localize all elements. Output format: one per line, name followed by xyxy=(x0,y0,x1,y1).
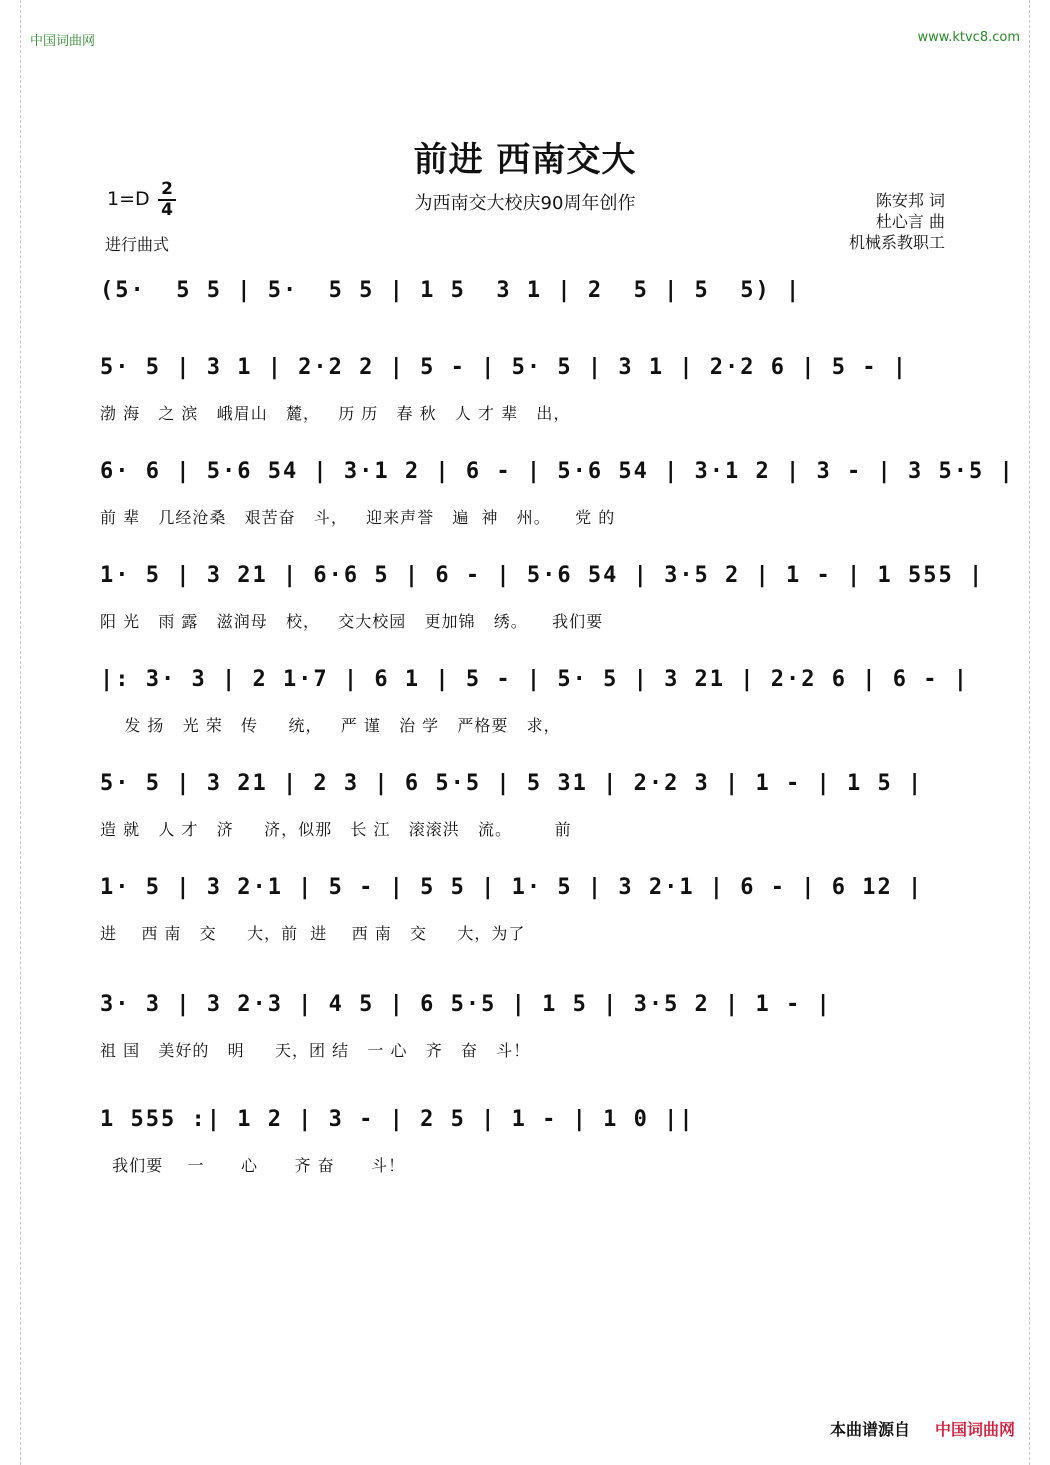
tempo-marking: 进行曲式 xyxy=(105,235,170,254)
right-margin-watermark xyxy=(1029,0,1050,1465)
lyrics: 渤 海 之 滨 峨眉山 麓， 历 历 春 秋 人 才 辈 出， xyxy=(100,404,571,423)
composer: 杜心言 曲 xyxy=(875,212,945,231)
credits xyxy=(849,190,945,253)
left-margin-watermark xyxy=(0,0,21,1465)
time-signature xyxy=(158,180,176,220)
song-title: 前进 西南交大 xyxy=(413,140,637,180)
notation: |: 3· 3 | 2 1·7 | 6 1 | 5 - | 5· 5 | 3 21 | 2·2 6 | 6 - | xyxy=(100,667,969,692)
notation: (5· 5 5 | 5· 5 5 | 1 5 3 1 | 2 5 | 5 5) | xyxy=(100,278,802,303)
notation: 6· 6 | 5·6 54 | 3·1 2 | 6 - | 5·6 54 | 3·1 2 | 3 - | 3 5·5 | xyxy=(100,459,1015,484)
key-signature: 1=D xyxy=(107,188,150,210)
lyrics: 进 西 南 交 大，前 进 西 南 交 大，为了 xyxy=(100,924,526,943)
lyrics: 我们要 一 心 齐 奋 斗！ xyxy=(100,1156,406,1175)
lyricist: 陈安邦 词 xyxy=(875,191,945,210)
lyrics: 祖 国 美好的 明 天，团 结 一 心 齐 奋 斗！ xyxy=(100,1041,531,1060)
notation: 5· 5 | 3 1 | 2·2 2 | 5 - | 5· 5 | 3 1 | 2·2 6 | 5 - | xyxy=(100,355,908,380)
notation: 5· 5 | 3 21 | 2 3 | 6 5·5 | 5 31 | 2·2 3 | 1 - | 1 5 | xyxy=(100,771,924,796)
time-signature-top: 2 xyxy=(158,180,176,201)
notation: 1· 5 | 3 21 | 6·6 5 | 6 - | 5·6 54 | 3·5 2 | 1 - | 1 555 | xyxy=(100,563,985,588)
credit-org: 机械系教职工 xyxy=(848,233,945,252)
time-signature-bottom: 4 xyxy=(161,200,173,220)
lyrics: 阳 光 雨 露 滋润母 校， 交大校园 更加锦 绣。 我们要 xyxy=(100,612,604,631)
lyrics: 造 就 人 才 济 济，似那 长 江 滚滚洪 流。 前 xyxy=(100,820,572,839)
site-name-header[interactable]: 中国词曲网 xyxy=(30,34,96,49)
lyrics: 前 辈 几经沧桑 艰苦奋 斗， 迎来声誉 遍 神 州。 党 的 xyxy=(100,508,616,527)
notation: 3· 3 | 3 2·3 | 4 5 | 6 5·5 | 1 5 | 3·5 2 | 1 - | xyxy=(100,992,832,1017)
notation: 1· 5 | 3 2·1 | 5 - | 5 5 | 1· 5 | 3 2·1 | 6 - | 6 12 | xyxy=(100,875,924,900)
lyrics: 发 扬 光 荣 传 统， 严 谨 治 学 严格要 求， xyxy=(100,716,561,735)
notation: 1 555 :| 1 2 | 3 - | 2 5 | 1 - | 1 0 || xyxy=(100,1107,695,1132)
footer-source-label: 本曲谱源自 xyxy=(829,1420,910,1439)
site-url-header[interactable]: www.ktvc8.com xyxy=(917,30,1020,45)
footer-site-link[interactable]: 中国词曲网 xyxy=(934,1420,1015,1439)
song-subtitle: 为西南交大校庆90周年创作 xyxy=(414,193,636,214)
